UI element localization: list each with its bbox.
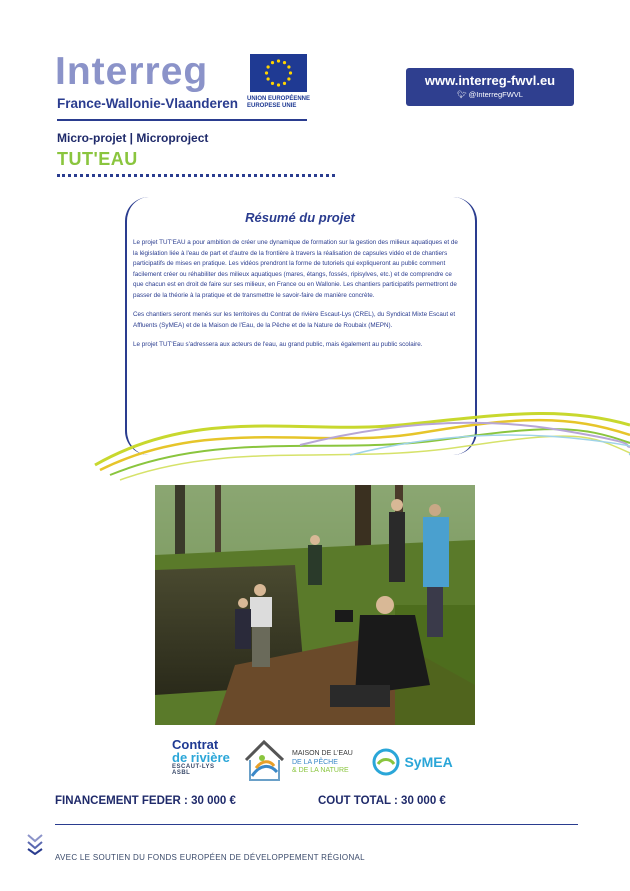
header-divider — [57, 119, 307, 121]
twitter-handle[interactable] — [406, 90, 574, 99]
summary-paragraph: Le projet TUT'Eau s'adressera aux acteurs de l'eau, au grand public, mais également au public scolaire. — [133, 341, 423, 348]
interreg-logo-wordmark: Interreg — [55, 50, 209, 93]
symea-logo-text: SyMEA — [404, 754, 453, 770]
mepn-logo-line3: & DE LA NATURE — [292, 767, 349, 774]
eu-flag-icon — [250, 54, 307, 92]
mepn-house-icon — [242, 738, 287, 790]
summary-heading: Résumé du projet — [245, 210, 355, 225]
dotted-divider — [57, 174, 335, 177]
micro-project-label: Micro-projet | Microproject — [57, 131, 209, 145]
eu-label — [247, 96, 310, 110]
symea-drop-icon — [372, 748, 400, 776]
summary-body — [133, 238, 461, 360]
eu-label-line1: UNION EUROPÉENNE — [247, 96, 311, 102]
chevrons-down-icon — [26, 833, 44, 860]
twitter-bird-icon: 🐦︎ — [457, 90, 467, 99]
total-cost: COUT TOTAL : 30 000 € — [318, 795, 446, 807]
twitter-handle-text: @InterregFWVL — [468, 90, 523, 99]
crel-logo-line2: de rivière — [172, 750, 230, 765]
footer-divider — [55, 824, 578, 825]
interreg-logo-subtitle: France-Wallonie-Vlaanderen — [57, 96, 239, 111]
website-box — [406, 68, 574, 106]
decorative-waves — [0, 395, 630, 495]
project-title: TUT'EAU — [57, 149, 138, 169]
website-link[interactable]: www.interreg-fwvl.eu — [424, 73, 556, 88]
mepn-logo-line2: DE LA PÊCHE — [292, 758, 338, 766]
symea-logo — [372, 748, 462, 800]
crel-logo — [172, 738, 234, 790]
crel-logo-line1: Contrat — [172, 737, 219, 752]
crel-logo-line3: ESCAUT-LYS ASBL — [172, 764, 215, 776]
summary-paragraph: Le projet TUT'EAU a pour ambition de créer une dynamique de formation sur la gestion des milieux aquatiques et de la législation liée à l'eau de part et d'autre de la frontière à travers la réalisation de capsules vidéo et de chantiers participatifs de mises en pratique. Les vidéos prendront la forme de tutoriels qui expliqueront au public comment facilement créer ou réhabiliter des milieux aquatiques (mares, étangs, fossés, ripisylves, etc.) et de comprendre ce que chacun est en droit de faire sur ses milieux, en France ou en Wallonie. Les chantiers participatifs permettront de passer de la théorie à la pratique et de transmettre le savoir-faire de manière concrète. — [133, 239, 458, 299]
summary-paragraph: Ces chantiers seront menés sur les territoires du Contrat de rivière Escaut-Lys (CREL), du Syndicat Mixte Escaut et Affluents (SyMEA) et de la Maison de l'Eau, de la Pêche et de la Nature de Roubaix (MEPN). — [133, 311, 456, 329]
footer-text: AVEC LE SOUTIEN DU FONDS EUROPÉEN DE DÉVELOPPEMENT RÉGIONAL — [55, 853, 365, 862]
eu-label-line2: EUROPESE UNIE — [247, 103, 297, 109]
mepn-logo-line1: MAISON DE L'EAU — [292, 750, 353, 757]
feder-financing: FINANCEMENT FEDER : 30 000 € — [55, 795, 236, 807]
project-photo — [155, 485, 475, 725]
